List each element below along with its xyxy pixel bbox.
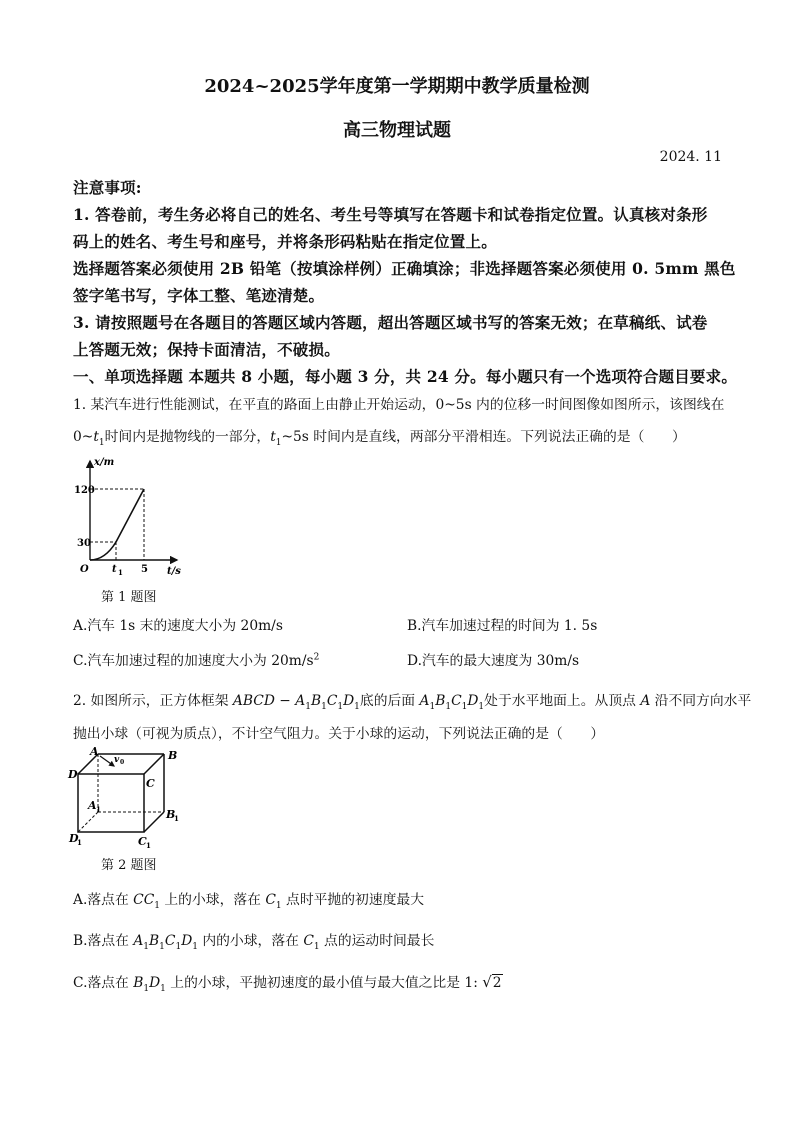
label-C1: C <box>138 835 147 848</box>
q1-option-a: A.汽车 1s 末的速度大小为 20m/s <box>73 618 283 634</box>
exam-subtitle: 高三物理试题 <box>343 120 451 141</box>
v0-arrow <box>100 756 114 766</box>
parabola-segment <box>90 542 116 560</box>
y-tick-120: 120 <box>74 485 95 496</box>
svg-text:0: 0 <box>120 759 125 766</box>
q1-option-b: B.汽车加速过程的时间为 1. 5s <box>407 618 598 634</box>
label-A1: A <box>88 799 97 812</box>
exam-title: 2024~2025学年度第一学期期中教学质量检测 <box>204 76 590 97</box>
x-tick-t1: t <box>112 564 117 575</box>
notice-line-1: 1. 答卷前，考生务必将自己的姓名、考生号等填写在答题卡和试卷指定位置。认真核对条形 <box>73 205 708 224</box>
q1-stem-line-2: $0\sim t_1$时间内是抛物线的一部分，$t_1\sim 5s$ 时间内是直线，两部分平滑相连。下列说法正确的是（ ） <box>73 429 686 448</box>
notice-line-5: 3. 请按照题号在各题目的答题区域内答题，超出答题区域书写的答案无效；在草稿纸、试卷 <box>73 313 708 332</box>
q2-option-c: C.落点在 $B_1D_1$ 上的小球，平抛初速度的最小值与最大值之比是 1: √2 <box>73 973 502 994</box>
y-tick-30: 30 <box>77 538 91 549</box>
notice-line-6: 上答题无效；保持卡面清洁，不破损。 <box>73 340 340 359</box>
q1-option-c: C.汽车加速过程的加速度大小为 $20m/s^2$ <box>73 652 320 669</box>
x-axis-label: t/s <box>167 566 181 577</box>
q1-stem-line-1: 1. 某汽车进行性能测试，在平直的路面上由静止开始运动，0~5s 内的位移一时间图像如图所示，该图线在 <box>73 397 725 413</box>
x-tick-5: 5 <box>141 564 148 575</box>
q2-figure-caption: 第 2 题图 <box>101 858 157 873</box>
notice-line-4: 签字笔书写，字体工整、笔迹清楚。 <box>73 286 325 305</box>
label-D: D <box>68 768 78 781</box>
q2-option-b: B.落点在 $A_1B_1C_1D_1$ 内的小球，落在 $C_1$ 点的运动时间最长 <box>73 933 435 952</box>
q2-stem-line-2: 抛出小球（可视为质点），不计空气阻力。关于小球的运动，下列说法正确的是（ ） <box>73 726 605 742</box>
exam-date: 2024. 11 <box>659 149 722 165</box>
notice-line-3: 选择题答案必须使用 2B 铅笔（按填涂样例）正确填涂；非选择题答案必须使用 0. 5mm 黑色 <box>73 259 736 278</box>
svg-text:1: 1 <box>96 805 101 814</box>
origin-label: O <box>80 564 89 575</box>
y-axis-label: x/m <box>94 457 115 468</box>
q1-displacement-time-graph <box>74 455 194 577</box>
q1-figure-caption: 第 1 题图 <box>101 590 157 605</box>
label-v0: v <box>114 755 120 765</box>
notice-heading: 注意事项: <box>73 178 142 197</box>
label-A: A <box>90 746 99 758</box>
label-C: C <box>146 777 155 790</box>
q1-option-d: D.汽车的最大速度为 30m/s <box>407 653 580 669</box>
label-B1: B <box>166 808 176 821</box>
notice-line-2: 码上的姓名、考生号和座号，并将条形码粘贴在指定位置上。 <box>73 232 497 251</box>
svg-text:1: 1 <box>77 838 82 847</box>
svg-text:1: 1 <box>174 814 179 823</box>
label-D1: D <box>69 832 79 845</box>
q2-option-a: A.落点在 $CC_1$ 上的小球，落在 $C_1$ 点时平抛的初速度最大 <box>73 892 425 911</box>
section-heading: 一、单项选择题 本题共 8 小题，每小题 3 分，共 24 分。每小题只有一个选项符合题目要求。 <box>73 367 738 386</box>
x-tick-t1-sub: 1 <box>118 568 123 577</box>
q2-stem-line-1: 2. 如图所示，正方体框架 ABCD − $A_1B_1C_1D_1$底的后面 $A_1B_1C_1D_1$处于水平地面上。从顶点 A 沿不同方向水平 <box>73 693 752 712</box>
q2-cube-frame-diagram <box>66 746 186 850</box>
label-B: B <box>168 749 178 762</box>
svg-text:1: 1 <box>146 841 151 850</box>
linear-segment <box>116 489 144 542</box>
